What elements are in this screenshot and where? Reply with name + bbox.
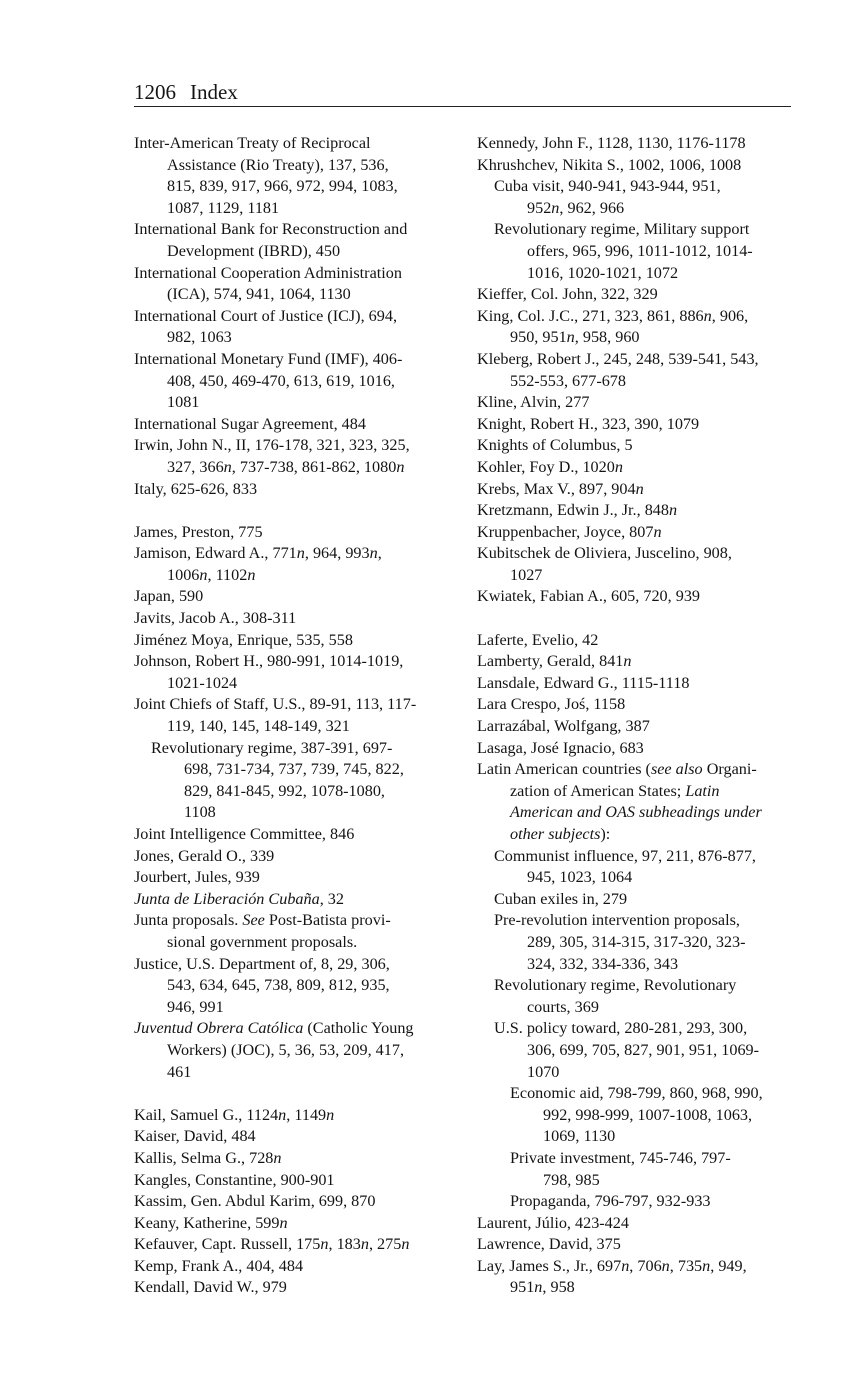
- index-entry: International Sugar Agreement, 484: [134, 414, 366, 433]
- index-entry: Jones, Gerald O., 339: [134, 846, 275, 865]
- index-entry: Laurent, Júlio, 423-424: [477, 1213, 629, 1232]
- section-gap: [477, 608, 795, 630]
- index-entry: Kieffer, Col. John, 322, 329: [477, 285, 658, 304]
- index-subentry: Cuba visit, 940-941, 943-944, 951, 952n, 962, 966: [494, 177, 721, 217]
- index-entry: Javits, Jacob A., 308-311: [134, 609, 297, 628]
- index-entry: Kwiatek, Fabian A., 605, 720, 939: [477, 587, 701, 606]
- index-entry: International Cooperation Administration (ICA), 574, 941, 1064, 1130: [134, 263, 402, 304]
- index-entry: Kemp, Frank A., 404, 484: [134, 1256, 304, 1275]
- page-number: 1206: [134, 80, 176, 104]
- index-entry: International Monetary Fund (IMF), 406- 408, 450, 469-470, 613, 619, 1016, 1081: [134, 349, 403, 412]
- index-entry: Joint Intelligence Committee, 846: [134, 825, 355, 843]
- index-entry: Lamberty, Gerald, 841n: [477, 652, 632, 671]
- index-entry: Khrushchev, Nikita S., 1002, 1006, 1008: [477, 155, 742, 174]
- index-entry: Junta proposals. See Post-Batista provi- sional government proposals.: [134, 911, 391, 951]
- index-entry: Larrazábal, Wolfgang, 387: [477, 717, 650, 736]
- index-entry: Kretzmann, Edwin J., Jr., 848n: [477, 501, 678, 520]
- index-entry: Lay, James S., Jr., 697n, 706n, 735n, 949, 951n, 958: [477, 1256, 747, 1297]
- index-subentry: Revolutionary regime, Revolutionary courts, 369: [494, 976, 737, 1016]
- index-entry: Knight, Robert H., 323, 390, 1079: [477, 414, 700, 433]
- index-entry: Kassim, Gen. Abdul Karim, 699, 870: [134, 1192, 376, 1211]
- index-entry: Kangles, Constantine, 900-901: [134, 1170, 335, 1189]
- index-entry: Italy, 625-626, 833: [134, 479, 258, 498]
- index-entry: Juventud Obrera Católica (Catholic Young Workers) (JOC), 5, 36, 53, 209, 417, 461: [134, 1019, 414, 1081]
- index-entry: Lasaga, José Ignacio, 683: [477, 738, 644, 757]
- index-subentry: U.S. policy toward, 280-281, 293, 300, 306, 699, 705, 827, 901, 951, 1069- 1070: [494, 1019, 760, 1081]
- section-gap: [134, 1083, 452, 1105]
- section-gap: [134, 500, 452, 522]
- index-entry: Jiménez Moya, Enrique, 535, 558: [134, 630, 353, 649]
- index-subentry: Pre-revolution intervention proposals, 289, 305, 314-315, 317-320, 323- 324, 332, 334-336, 343: [494, 911, 746, 973]
- index-entry: Irwin, John N., II, 176-178, 321, 323, 325, 327, 366n, 737-738, 861-862, 1080n: [134, 436, 410, 476]
- running-title: Index: [190, 80, 238, 104]
- index-entry: Justice, U.S. Department of, 8, 29, 306, 543, 634, 645, 738, 809, 812, 935, 946, 991: [134, 954, 390, 1016]
- index-entry: Junta de Liberación Cubaña, 32: [134, 889, 344, 908]
- index-entry: Jamison, Edward A., 771n, 964, 993n, 1006n, 1102n: [134, 544, 382, 584]
- index-subentry: Economic aid, 798-799, 860, 968, 990, 992, 998-999, 1007-1008, 1063, 1069, 1130: [510, 1084, 763, 1146]
- index-entry: Kaiser, David, 484: [134, 1127, 256, 1146]
- index-entry: Keany, Katherine, 599n: [134, 1213, 288, 1232]
- index-entry: Kline, Alvin, 277: [477, 393, 590, 412]
- index-entry: Kohler, Foy D., 1020n: [477, 457, 623, 476]
- index-entry: Lawrence, David, 375: [477, 1235, 621, 1254]
- index-entry: Inter-American Treaty of Reciprocal Assistance (Rio Treaty), 137, 536, 815, 839, 917, 966, 972, 994, 1083, 1087, 1129, 1181: [134, 134, 398, 217]
- running-header: [134, 80, 791, 107]
- index-entry: Johnson, Robert H., 980-991, 1014-1019, 1021-1024: [134, 652, 404, 692]
- index-entry: Jourbert, Jules, 939: [134, 868, 260, 887]
- index-entry: Kefauver, Capt. Russell, 175n, 183n, 275n: [134, 1235, 410, 1254]
- index-entry: King, Col. J.C., 271, 323, 861, 886n, 906, 950, 951n, 958, 960: [477, 306, 749, 347]
- index-subentry: Revolutionary regime, Military support offers, 965, 996, 1011-1012, 1014- 1016, 1020-1021, 1072: [494, 220, 753, 282]
- index-entry: Kubitschek de Oliviera, Juscelino, 908, 1027: [477, 544, 732, 584]
- index-subentry: Communist influence, 97, 211, 876-877, 945, 1023, 1064: [494, 846, 756, 887]
- index-entry: James, Preston, 775: [134, 522, 263, 541]
- index-entry: Kleberg, Robert J., 245, 248, 539-541, 543, 552-553, 677-678: [477, 349, 759, 390]
- index-entry: Japan, 590: [134, 587, 204, 606]
- index-entry: Joint Chiefs of Staff, U.S., 89-91, 113, 117- 119, 140, 145, 148-149, 321: [134, 695, 417, 736]
- index-column-right: [477, 133, 795, 1299]
- index-subentry: Revolutionary regime, 387-391, 697- 698, 731-734, 737, 739, 745, 822, 829, 841-845, 992, 1078-1080, 1108: [151, 738, 404, 822]
- index-entry: Lansdale, Edward G., 1115-1118: [477, 673, 690, 692]
- index-entry: Kendall, David W., 979: [134, 1278, 287, 1297]
- index-entry: Krebs, Max V., 897, 904n: [477, 479, 644, 498]
- index-column-left: [134, 133, 452, 1299]
- index-subentry: Cuban exiles in, 279: [494, 889, 628, 908]
- index-entry: Kennedy, John F., 1128, 1130, 1176-1178: [477, 134, 746, 152]
- index-subentry: Propaganda, 796-797, 932-933: [510, 1192, 711, 1211]
- index-entry: International Court of Justice (ICJ), 694, 982, 1063: [134, 306, 397, 347]
- index-entry: Kruppenbacher, Joyce, 807n: [477, 522, 662, 541]
- index-entry: Latin American countries (see also Organi- zation of American States; Latin American and OAS subheadings under other subjects):: [477, 760, 762, 843]
- index-entry: International Bank for Reconstruction and Development (IBRD), 450: [134, 220, 408, 260]
- index-entry: Kail, Samuel G., 1124n, 1149n: [134, 1105, 335, 1124]
- index-entry: Kallis, Selma G., 728n: [134, 1148, 282, 1167]
- index-entry: Knights of Columbus, 5: [477, 436, 633, 455]
- index-entry: Laferte, Evelio, 42: [477, 630, 599, 649]
- index-entry: Lara Crespo, Joś, 1158: [477, 695, 626, 714]
- index-subentry: Private investment, 745-746, 797- 798, 985: [510, 1148, 731, 1189]
